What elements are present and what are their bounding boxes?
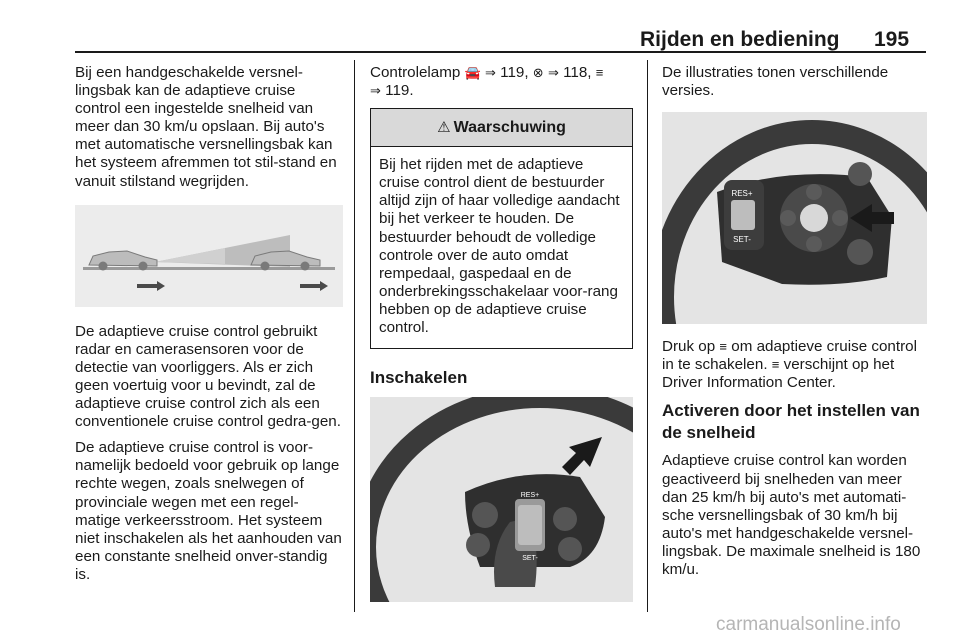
warning-body: Bij het rijden met de adaptieve cruise control dient de bestuurder altijd zijn of haar volledige aandacht bij het verkeer te houden. De bestuurder behoudt de volledige controle over de auto omdat rempedaal, gaspedaal en de onderbrekingsschakelaar voor-rang hebben op de adaptieve cruise control. bbox=[379, 156, 620, 337]
paragraph: Bij een handgeschakelde versnel-lingsbak kan de adaptieve cruise control een ingestelde snelheid van meer dan 30 km/u opslaan. Bij auto's met automatische versnellingsbak kan het systeem afremmen tot stil-stand en vanuit stilstand wegrijden. bbox=[75, 64, 337, 190]
warning-header bbox=[371, 109, 632, 147]
arrow-ref-icon: ⇒ bbox=[484, 65, 496, 80]
adaptive-cruise-icon: ≡ bbox=[595, 65, 604, 80]
warning-title: Waarschuwing bbox=[453, 118, 566, 136]
warning-triangle-icon: ⚠ bbox=[437, 118, 451, 136]
radar-illustration bbox=[75, 205, 343, 307]
adaptive-cruise-icon: ≡ bbox=[771, 357, 780, 373]
paragraph: Adaptieve cruise control kan worden geactiveerd bij snelheden van meer dan 25 km/h bij auto's met automati-sche versnellingsbak of 30 km/h bij auto's met handgeschakelde versnel-lingsbak. De maximale snelheid is 180 km/u. bbox=[662, 452, 921, 579]
car-icon: 🚘 bbox=[464, 65, 481, 80]
column-1 bbox=[75, 64, 343, 592]
header-rule bbox=[75, 51, 926, 53]
adaptive-cruise-icon: ≡ bbox=[719, 339, 728, 355]
header-title: Rijden en bediening bbox=[640, 28, 840, 51]
paragraph: De adaptieve cruise control is voor-namelijk bedoeld voor gebruik op lange rechte wegen, zoals snelwegen of provinciale wegen met een regel-matige verkeersstroom. Het systeem niet inschakelen als het aanhouden van een constante snelheid onver-standig is. bbox=[75, 439, 342, 583]
cruise-icon: ⊗ bbox=[532, 65, 544, 80]
arrow-ref-icon: ⇒ bbox=[370, 83, 381, 99]
steering-wheel-illustration-right bbox=[662, 112, 927, 324]
column-divider bbox=[354, 60, 355, 612]
page-number: 195 bbox=[874, 28, 910, 51]
paragraph: De adaptieve cruise control gebruikt radar en camerasensoren voor de detectie van voorliggers. Als er zich geen voertuig voor u bevindt, zal de adaptieve cruise control zich als een conventionele cruise control gedra-gen. bbox=[75, 322, 341, 431]
reference-line: Controlelamp 🚘 ⇒ 119, ⊗ ⇒ 118, ≡ ⇒ 119. bbox=[370, 64, 604, 100]
res-label: RES+ bbox=[731, 189, 753, 199]
steering-wheel-figure bbox=[370, 397, 633, 602]
column-2 bbox=[370, 64, 633, 602]
set-label: SET- bbox=[733, 235, 751, 245]
set-label: SET- bbox=[522, 555, 538, 563]
steering-wheel-figure bbox=[662, 112, 927, 324]
radar-figure bbox=[75, 205, 343, 307]
watermark: carmanualsonline.info bbox=[716, 614, 901, 635]
column-3 bbox=[662, 64, 927, 587]
arrow-ref-icon: ⇒ bbox=[547, 65, 559, 80]
res-label: RES+ bbox=[520, 492, 540, 500]
steering-wheel-illustration-left bbox=[370, 397, 633, 602]
section-subheading: Activeren door het instellen van de snelheid bbox=[662, 401, 920, 443]
column-divider bbox=[647, 60, 648, 612]
warning-box bbox=[370, 108, 633, 349]
section-heading: Inschakelen bbox=[370, 368, 468, 388]
press-instruction: Druk op ≡ om adaptieve cruise control in te schakelen. ≡ verschijnt op het Driver Information Center. bbox=[662, 338, 917, 392]
paragraph: De illustraties tonen verschillende versies. bbox=[662, 64, 889, 100]
